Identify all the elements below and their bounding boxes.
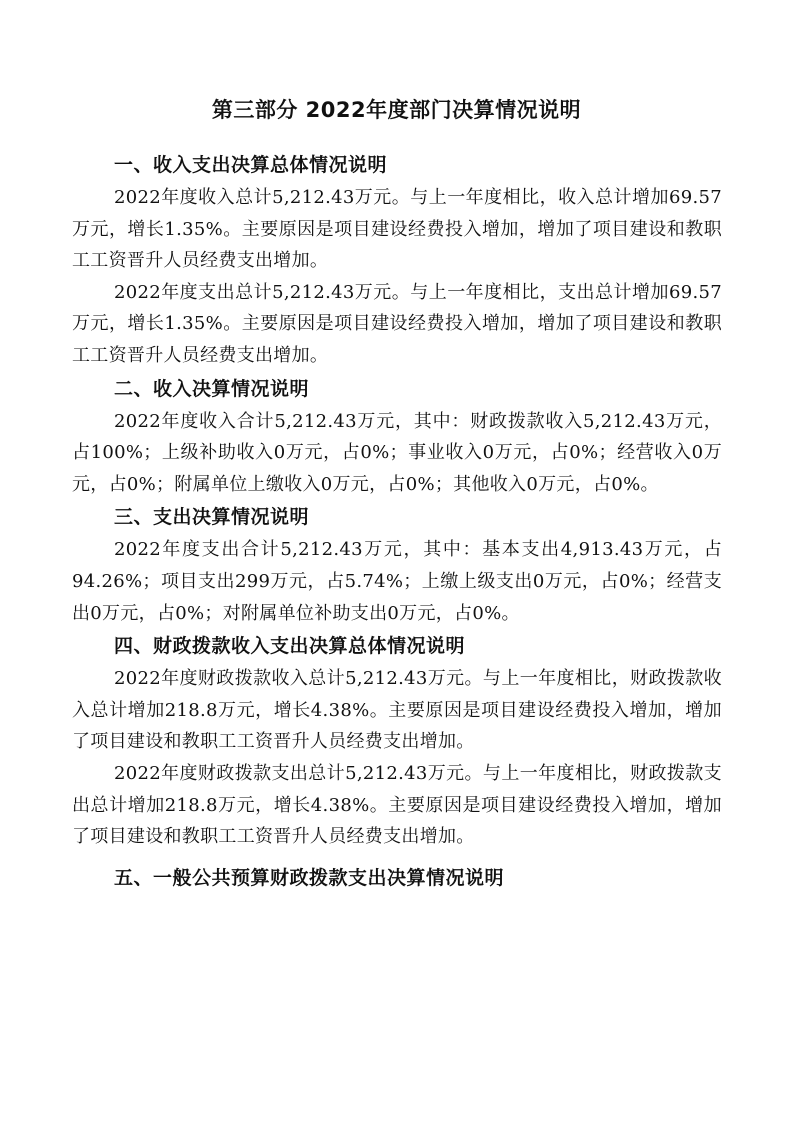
section-heading: 四、财政拨款收入支出决算总体情况说明 — [114, 635, 466, 658]
document-body — [72, 148, 722, 895]
paragraph: 2022年度收入总计5,212.43万元。与上一年度相比，收入总计增加69.57万元，增长1.35%。主要原因是项目建设经费投入增加，增加了项目建设和教职工工资晋升人员经费支出增加。 — [72, 187, 722, 272]
section-3 — [72, 500, 722, 629]
section-2 — [72, 372, 722, 501]
section-heading: 二、收入决算情况说明 — [114, 377, 310, 400]
section-heading: 三、支出决算情况说明 — [114, 506, 310, 529]
section-1 — [72, 148, 722, 372]
section-4 — [72, 629, 722, 853]
section-5 — [72, 861, 722, 895]
page-title: 第三部分 2022年度部门决算情况说明 — [211, 98, 582, 122]
section-heading: 五、一般公共预算财政拨款支出决算情况说明 — [114, 866, 505, 889]
section-gap — [72, 853, 722, 861]
paragraph: 2022年度收入合计5,212.43万元，其中：财政拨款收入5,212.43万元，占100%；上级补助收入0万元，占0%；事业收入0万元，占0%；经营收入0万元，占0%；附属单位上缴收入0万元，占0%；其他收入0万元，占0%。 — [72, 410, 722, 495]
paragraph: 2022年度财政拨款收入总计5,212.43万元。与上一年度相比，财政拨款收入总计增加218.8万元，增长4.38%。主要原因是项目建设经费投入增加，增加了项目建设和教职工工资晋升人员经费支出增加。 — [72, 668, 722, 753]
paragraph: 2022年度支出总计5,212.43万元。与上一年度相比，支出总计增加69.57万元，增长1.35%。主要原因是项目建设经费投入增加，增加了项目建设和教职工工资晋升人员经费支出增加。 — [72, 281, 722, 366]
paragraph: 2022年度财政拨款支出总计5,212.43万元。与上一年度相比，财政拨款支出总计增加218.8万元，增长4.38%。主要原因是项目建设经费投入增加，增加了项目建设和教职工工资晋升人员经费支出增加。 — [72, 762, 722, 848]
section-heading: 一、收入支出决算总体情况说明 — [114, 154, 388, 176]
paragraph: 2022年度支出合计5,212.43万元，其中：基本支出4,913.43万元，占94.26%；项目支出299万元，占5.74%；上缴上级支出0万元，占0%；经营支出0万元，占0%；对附属单位补助支出0万元，占0%。 — [72, 539, 722, 624]
